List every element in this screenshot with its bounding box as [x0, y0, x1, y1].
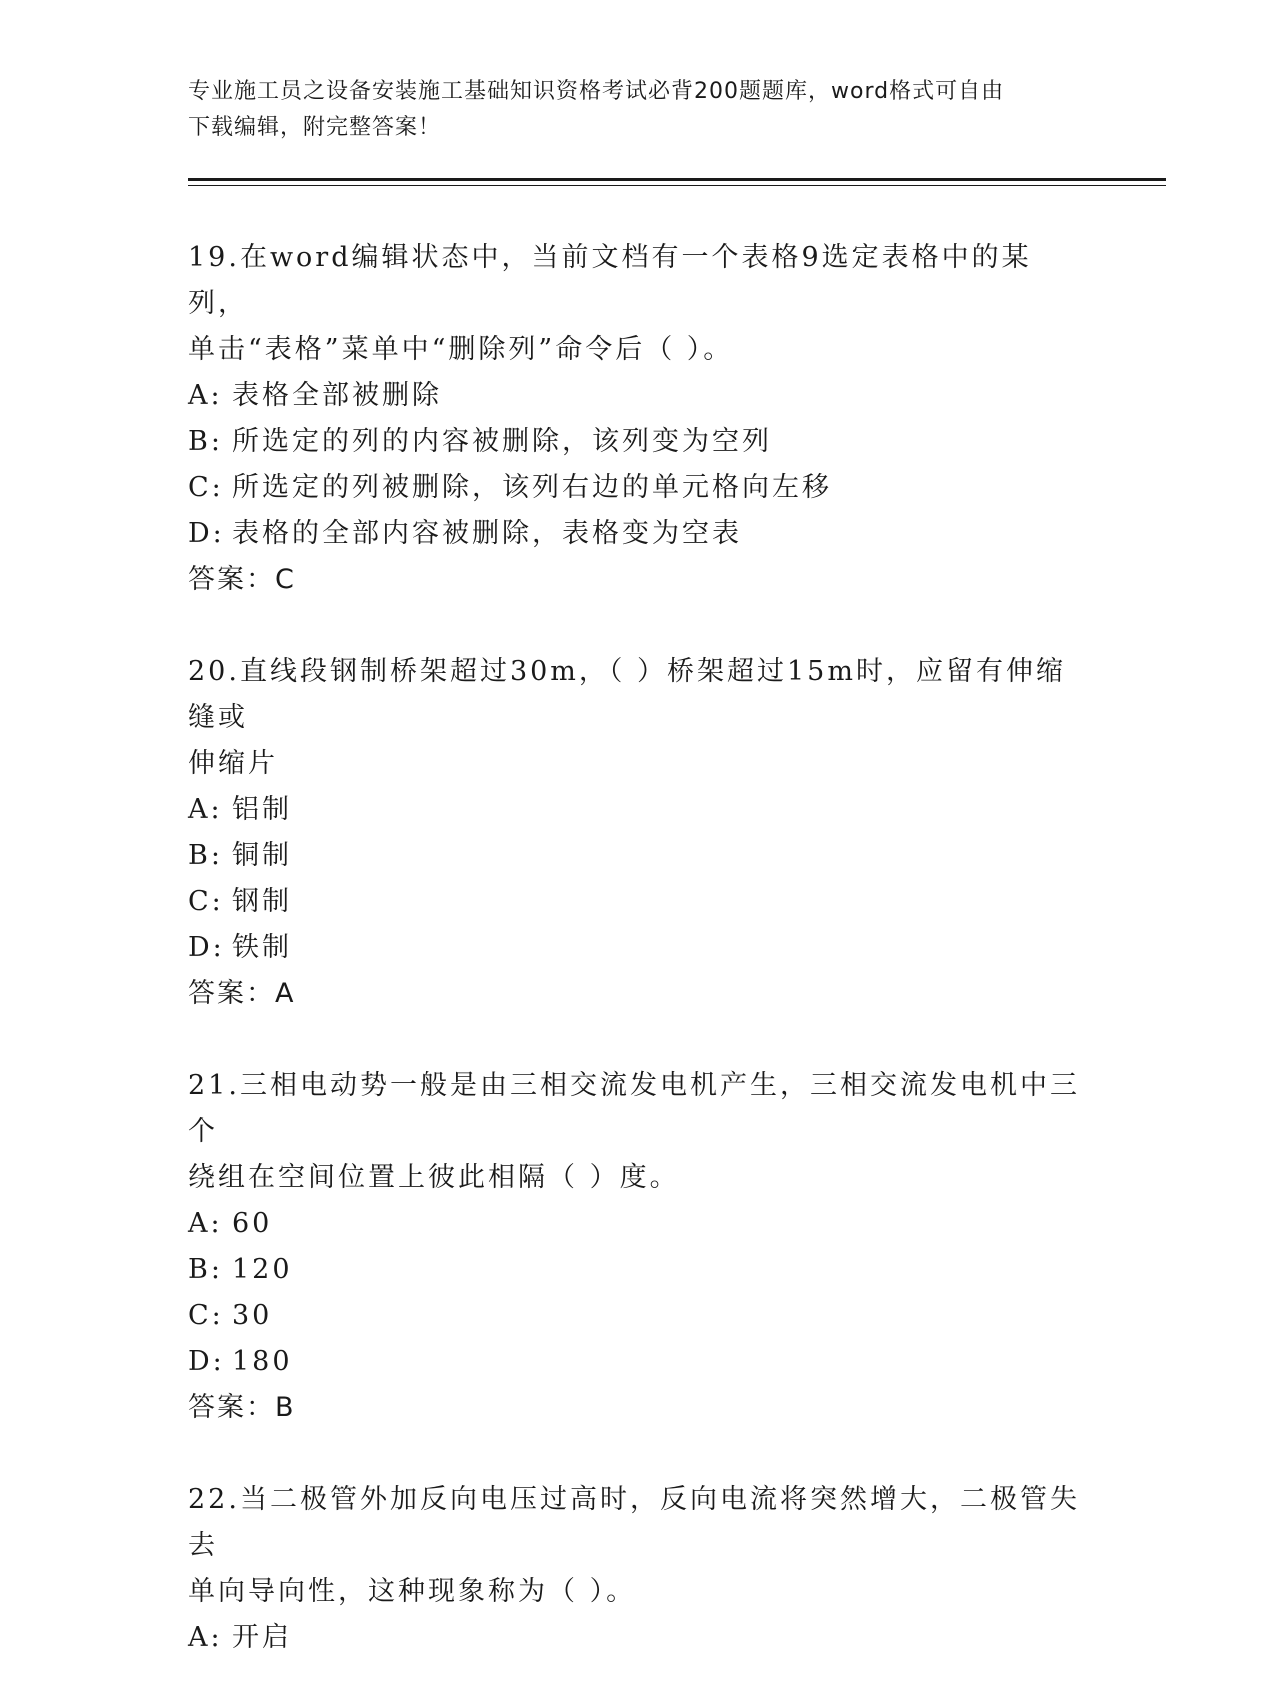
option-letter: A:	[188, 380, 223, 411]
question-text-line-1: 22.当二极管外加反向电压过高时，反向电流将突然增大，二极管失去	[188, 1484, 1080, 1561]
option-letter: A:	[188, 1622, 223, 1653]
option-text: 铝制	[232, 794, 292, 825]
option-text: 180	[232, 1346, 293, 1377]
option-text: 60	[232, 1208, 273, 1239]
option-d	[188, 1339, 1088, 1385]
answer-line: 答案：C	[188, 564, 296, 595]
option-c	[188, 879, 1088, 925]
option-text: 所选定的列的内容被删除，该列变为空列	[232, 426, 772, 457]
option-text: 30	[232, 1300, 273, 1331]
option-c	[188, 465, 1088, 511]
question-19	[188, 235, 1088, 603]
header-line-2: 下载编辑，附完整答案！	[188, 115, 442, 140]
option-text: 铁制	[232, 932, 292, 963]
question-text-line-2: 绕组在空间位置上彼此相隔（ ）度。	[188, 1162, 680, 1193]
question-text-line-1: 21.三相电动势一般是由三相交流发电机产生，三相交流发电机中三个	[188, 1070, 1080, 1147]
option-b	[188, 833, 1088, 879]
option-text: 120	[232, 1254, 293, 1285]
question-text-line-1: 19.在word编辑状态中，当前文档有一个表格9选定表格中的某列，	[188, 242, 1032, 319]
option-text: 钢制	[232, 886, 292, 917]
option-d	[188, 925, 1088, 971]
option-letter: B:	[188, 426, 223, 457]
header-rule-thin	[188, 185, 1166, 186]
option-text: 表格全部被删除	[232, 380, 442, 411]
option-text: 开启	[232, 1622, 292, 1653]
question-21	[188, 1063, 1088, 1431]
answer-line: 答案：B	[188, 1392, 296, 1423]
option-c	[188, 1293, 1088, 1339]
option-a	[188, 1615, 1088, 1661]
option-letter: D:	[188, 1346, 225, 1377]
question-20	[188, 649, 1088, 1017]
question-22	[188, 1477, 1088, 1661]
option-text: 表格的全部内容被删除，表格变为空表	[232, 518, 742, 549]
option-b	[188, 419, 1088, 465]
question-list	[188, 235, 1088, 1707]
option-text: 铜制	[232, 840, 292, 871]
question-text-line-1: 20.直线段钢制桥架超过30m，（ ）桥架超过15m时，应留有伸缩缝或	[188, 656, 1066, 733]
question-text-line-2: 伸缩片	[188, 748, 278, 779]
option-a	[188, 1201, 1088, 1247]
option-letter: A:	[188, 1208, 223, 1239]
question-text-line-2: 单击“表格”菜单中“删除列”命令后（ ）。	[188, 334, 734, 365]
document-header	[188, 74, 1068, 146]
question-text-line-2: 单向导向性，这种现象称为（ ）。	[188, 1576, 637, 1607]
option-letter: B:	[188, 840, 223, 871]
option-a	[188, 373, 1088, 419]
option-d	[188, 511, 1088, 557]
header-rule-thick	[188, 178, 1166, 181]
option-letter: A:	[188, 794, 223, 825]
option-b	[188, 1247, 1088, 1293]
answer-line: 答案：A	[188, 978, 296, 1009]
header-line-1: 专业施工员之设备安装施工基础知识资格考试必背200题题库，word格式可自由	[188, 79, 1005, 104]
option-text: 所选定的列被删除，该列右边的单元格向左移	[232, 472, 832, 503]
option-letter: C:	[188, 472, 224, 503]
option-letter: D:	[188, 932, 225, 963]
option-letter: D:	[188, 518, 225, 549]
option-a	[188, 787, 1088, 833]
option-letter: C:	[188, 1300, 224, 1331]
option-letter: C:	[188, 886, 224, 917]
option-letter: B:	[188, 1254, 223, 1285]
